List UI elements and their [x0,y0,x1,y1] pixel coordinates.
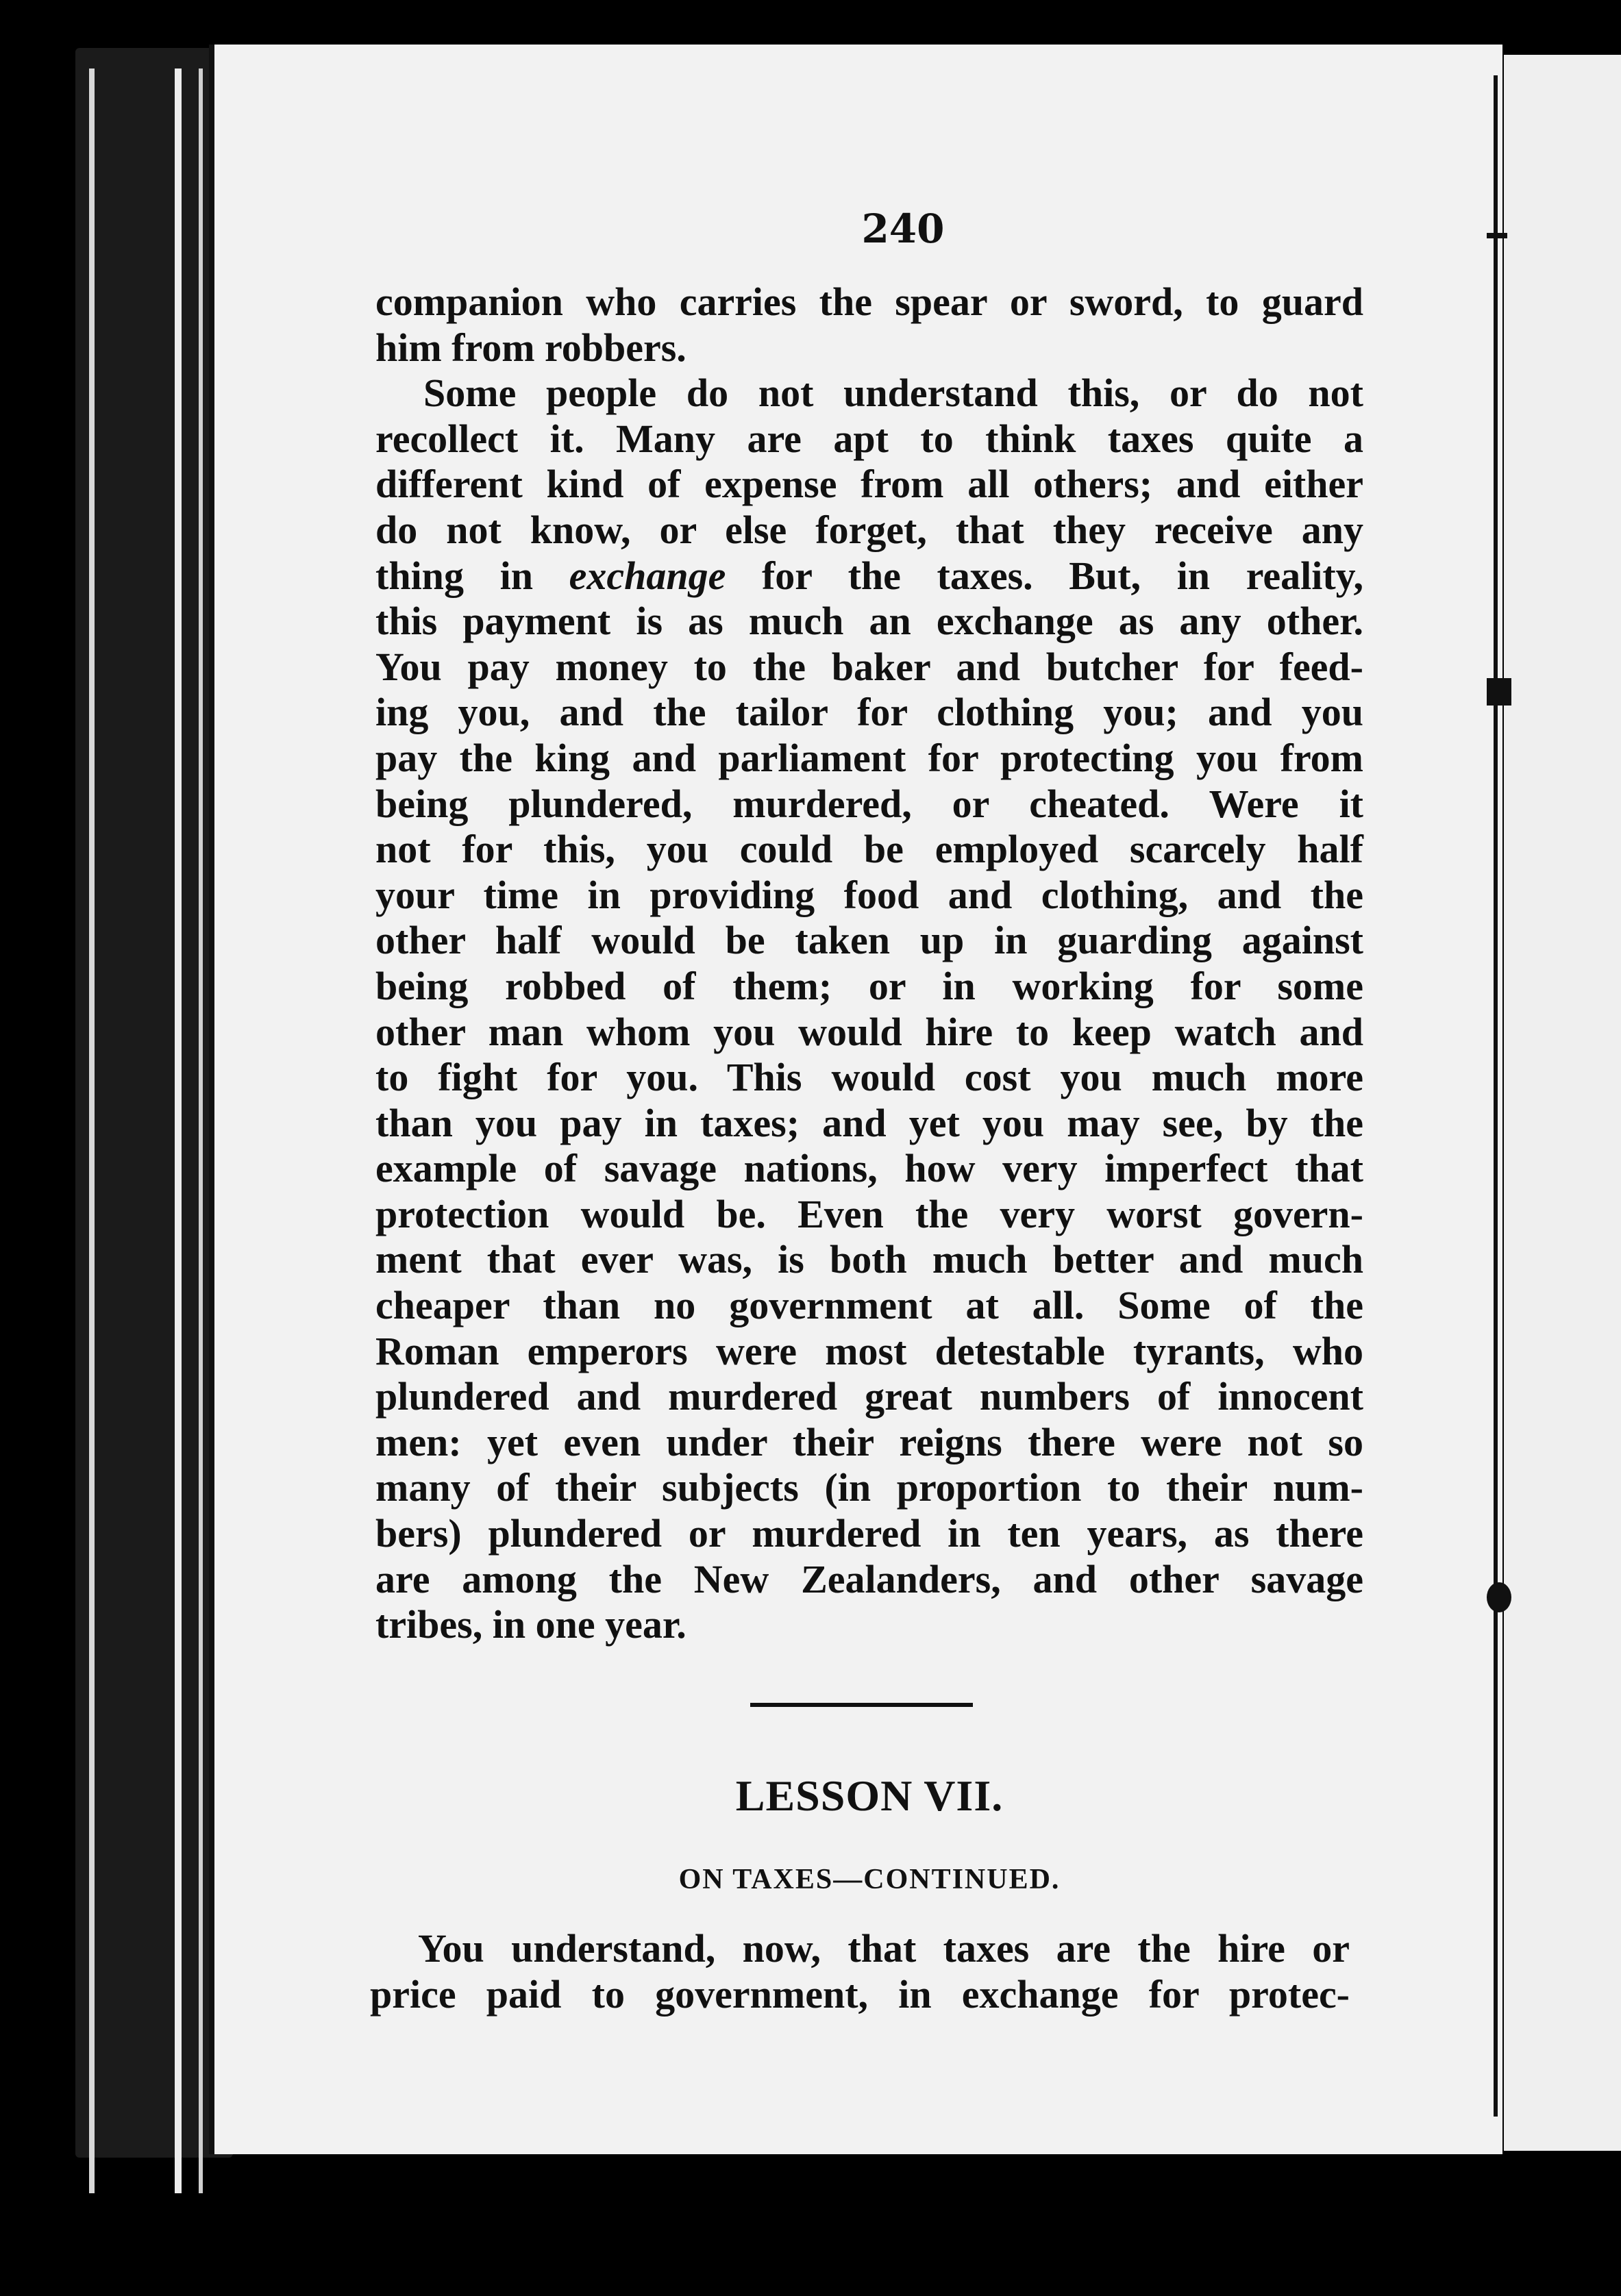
page-number: 240 [861,205,945,252]
text-line: your time in providing food and clothing, and the [375,872,1363,917]
text-line: protection would be. Even the very worst govern- [375,1191,1363,1236]
page-divider [1494,75,1498,2117]
page-divider-mark [1487,1582,1511,1612]
text-line: not for this, you could be employed scarcely half [375,827,1363,872]
text-line: different kind of expense from all others; and either [375,462,1363,507]
text-line: cheaper than no government at all. Some of the [375,1283,1363,1328]
text-line: ing you, and the tailor for clothing you; and you [375,690,1363,735]
page-edge-line [199,68,203,2193]
text-line: being plundered, murdered, or cheated. Were it [375,781,1363,826]
text-line: plundered and murdered great numbers of innocent [375,1374,1363,1419]
text-line: than you pay in taxes; and yet you may see, by the [375,1100,1363,1145]
text-line: do not know, or else forget, that they receive any [375,507,1363,552]
text-line: pay the king and parliament for protecting you from [375,735,1363,780]
text-line: Roman emperors were most detestable tyrants, who [375,1328,1363,1373]
lesson-subtitle: ON TAXES—CONTINUED. [678,1864,1061,1895]
text-line: ment that ever was, is both much better and much [375,1237,1363,1282]
text-line: You understand, now, that taxes are the hire or [418,1926,1350,1971]
lesson-title: LESSON VII. [735,1771,1004,1820]
body-text [375,279,1363,1648]
text-line: example of savage nations, how very imperfect that [375,1146,1363,1191]
text-line: companion who carries the spear or sword, to guard [375,279,1363,324]
text-line: other man whom you would hire to keep watch and [375,1009,1363,1054]
text-line: this payment is as much an exchange as any other. [375,599,1363,644]
text-line: tribes, in one year. [375,1602,686,1647]
text-line-with-italic [375,553,1363,599]
text-line: being robbed of them; or in working for some [375,963,1363,1008]
text-line: are among the New Zealanders, and other savage [375,1556,1363,1601]
page-divider-mark [1487,678,1511,706]
text-line: other half would be taken up in guarding against [375,918,1363,963]
text-line: recollect it. Many are apt to think taxes quite a [375,416,1363,461]
text-line: him from robbers. [375,325,686,370]
body-text-continued [370,1926,1350,2017]
page-edge-line [89,68,95,2193]
text-line: many of their subjects (in proportion to their num- [375,1465,1363,1510]
text-line: bers) plundered or murdered in ten years, as there [375,1511,1363,1556]
text-line: You pay money to the baker and butcher for feed- [375,644,1363,689]
text-fragment: thing in [375,553,569,598]
text-line: price paid to government, in exchange for protec- [370,1971,1350,2017]
text-line: Some people do not understand this, or do not [423,371,1363,416]
italic-word: exchange [569,553,726,598]
text-line: to fight for you. This would cost you much more [375,1055,1363,1100]
text-fragment: for the taxes. But, in reality, [726,553,1363,598]
section-rule [750,1703,973,1707]
page-edge-line [175,68,182,2193]
next-page-edge [1504,55,1621,2151]
text-line: men: yet even under their reigns there were not so [375,1419,1363,1464]
page-divider-mark [1487,233,1507,238]
